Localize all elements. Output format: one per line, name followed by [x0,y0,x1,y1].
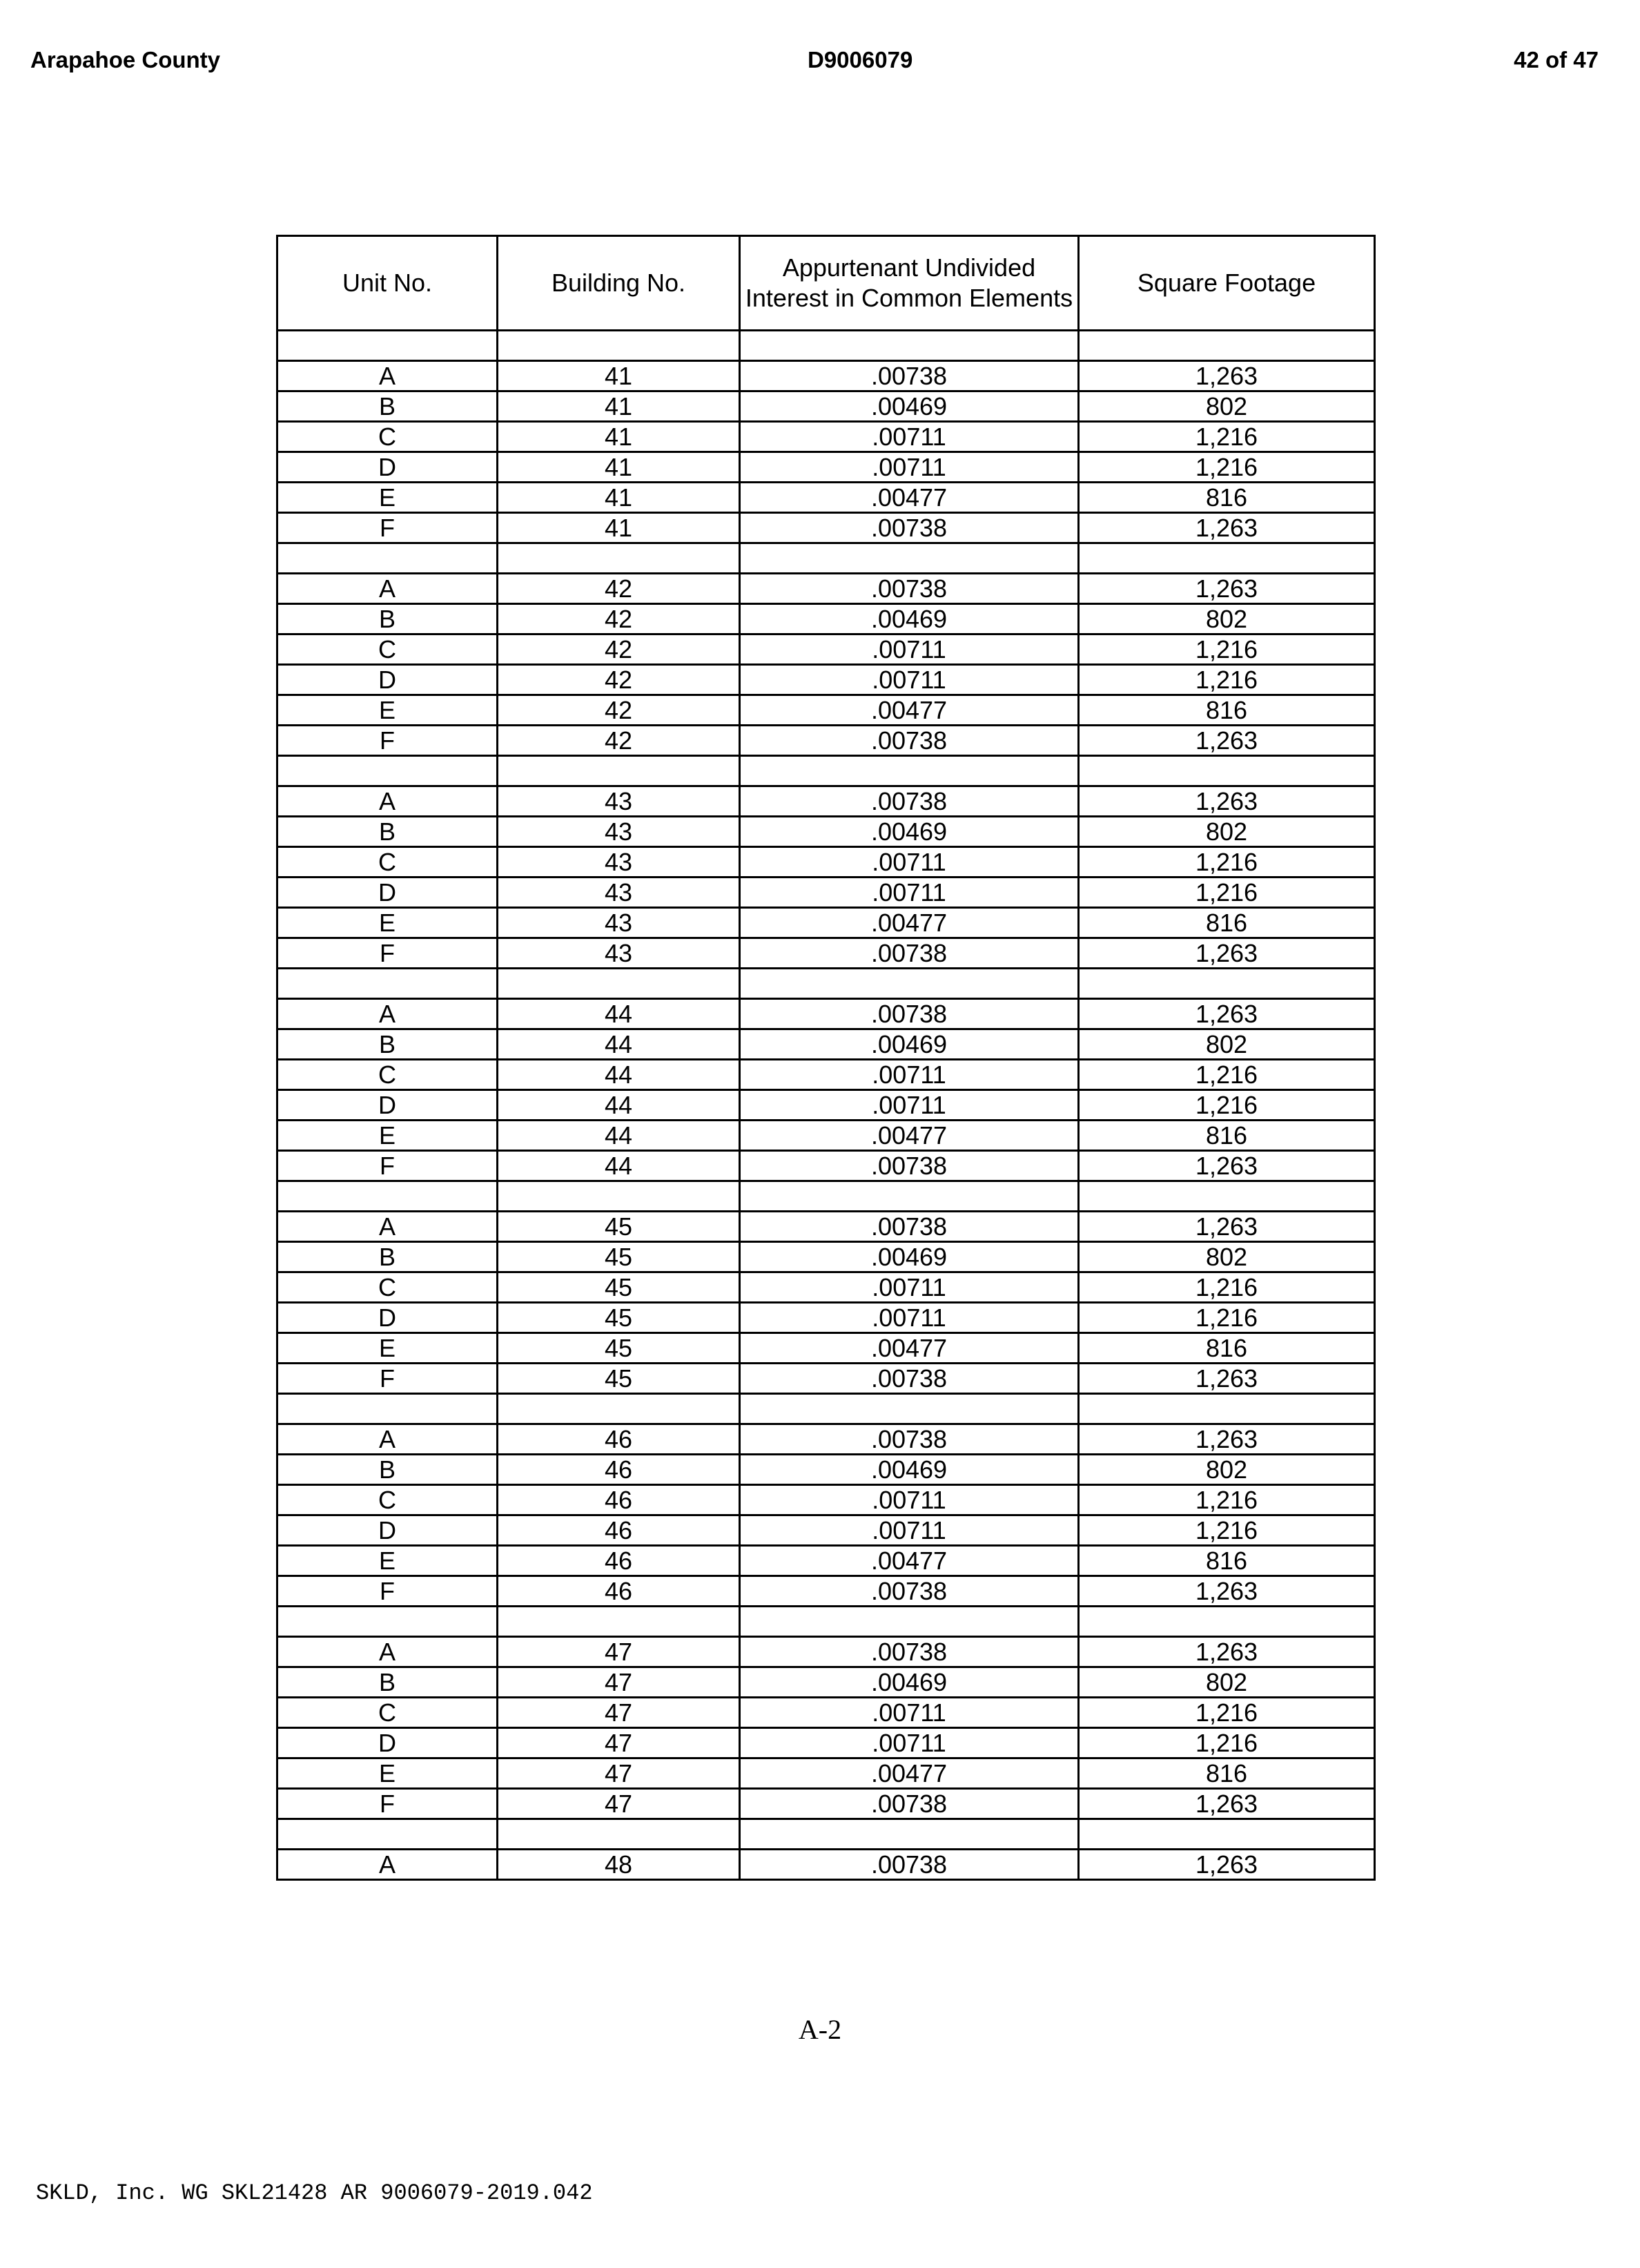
cell-square-footage: 802 [1079,817,1375,847]
table-row [277,604,1375,634]
table-row [277,483,1375,513]
table-row [277,1212,1375,1242]
cell-unit-no: A [277,786,498,817]
cell-building-no: 46 [498,1485,740,1515]
spacer-row [277,331,1375,361]
cell-unit-no: F [277,1576,498,1607]
table-row [277,938,1375,969]
cell-unit-no: B [277,604,498,634]
empty-cell [498,969,740,999]
cell-building-no: 43 [498,817,740,847]
cell-interest: .00738 [740,1212,1079,1242]
cell-square-footage: 1,216 [1079,665,1375,695]
cell-building-no: 45 [498,1212,740,1242]
cell-interest: .00477 [740,908,1079,938]
cell-unit-no: D [277,665,498,695]
table-row [277,1333,1375,1364]
cell-square-footage: 1,263 [1079,786,1375,817]
table-row [277,361,1375,391]
empty-cell [277,1394,498,1424]
spacer-row [277,1607,1375,1637]
cell-interest: .00469 [740,1242,1079,1272]
table-row [277,1546,1375,1576]
cell-square-footage: 1,263 [1079,1151,1375,1181]
cell-square-footage: 1,216 [1079,1060,1375,1090]
cell-interest: .00477 [740,1546,1079,1576]
header-building-no: Building No. [498,236,740,331]
table-row [277,695,1375,726]
cell-building-no: 44 [498,999,740,1029]
cell-unit-no: B [277,817,498,847]
empty-cell [740,1181,1079,1212]
cell-unit-no: E [277,1121,498,1151]
cell-building-no: 45 [498,1303,740,1333]
cell-building-no: 43 [498,786,740,817]
cell-unit-no: A [277,999,498,1029]
empty-cell [277,543,498,574]
cell-unit-no: E [277,1333,498,1364]
table-row [277,452,1375,483]
cell-building-no: 42 [498,665,740,695]
table-row [277,999,1375,1029]
table-row [277,1667,1375,1698]
cell-square-footage: 816 [1079,1333,1375,1364]
cell-unit-no: F [277,513,498,543]
cell-square-footage: 1,216 [1079,878,1375,908]
cell-unit-no: F [277,1364,498,1394]
cell-building-no: 43 [498,938,740,969]
table-row [277,1242,1375,1272]
cell-square-footage: 1,216 [1079,1728,1375,1758]
cell-building-no: 47 [498,1789,740,1819]
cell-unit-no: C [277,634,498,665]
cell-interest: .00477 [740,1121,1079,1151]
cell-interest: .00738 [740,938,1079,969]
cell-interest: .00738 [740,1151,1079,1181]
cell-square-footage: 816 [1079,908,1375,938]
table-row [277,908,1375,938]
empty-cell [277,331,498,361]
empty-cell [498,756,740,786]
cell-building-no: 47 [498,1637,740,1667]
cell-unit-no: D [277,1515,498,1546]
cell-interest: .00469 [740,1455,1079,1485]
cell-interest: .00711 [740,1515,1079,1546]
cell-interest: .00738 [740,361,1079,391]
cell-building-no: 45 [498,1272,740,1303]
empty-cell [498,543,740,574]
cell-unit-no: C [277,1272,498,1303]
table-row [277,1364,1375,1394]
cell-unit-no: E [277,695,498,726]
cell-building-no: 44 [498,1060,740,1090]
empty-cell [740,543,1079,574]
cell-unit-no: B [277,1667,498,1698]
table-row [277,1424,1375,1455]
cell-square-footage: 816 [1079,695,1375,726]
cell-building-no: 42 [498,574,740,604]
cell-building-no: 47 [498,1728,740,1758]
table-body [277,331,1375,1880]
cell-interest: .00738 [740,786,1079,817]
cell-building-no: 46 [498,1576,740,1607]
table-row [277,634,1375,665]
cell-square-footage: 1,216 [1079,422,1375,452]
cell-building-no: 45 [498,1364,740,1394]
cell-building-no: 47 [498,1698,740,1728]
unit-interest-table [276,235,1376,1881]
table-header-row [277,236,1375,331]
cell-interest: .00711 [740,634,1079,665]
cell-square-footage: 1,216 [1079,1303,1375,1333]
spacer-row [277,756,1375,786]
cell-unit-no: A [277,574,498,604]
empty-cell [740,1607,1079,1637]
table-row [277,1121,1375,1151]
cell-building-no: 44 [498,1121,740,1151]
table-row [277,1455,1375,1485]
empty-cell [1079,543,1375,574]
cell-interest: .00711 [740,847,1079,878]
cell-building-no: 44 [498,1029,740,1060]
empty-cell [498,1394,740,1424]
cell-square-footage: 1,263 [1079,1637,1375,1667]
table-row [277,1090,1375,1121]
cell-building-no: 41 [498,483,740,513]
cell-building-no: 46 [498,1515,740,1546]
cell-square-footage: 816 [1079,1546,1375,1576]
cell-interest: .00738 [740,726,1079,756]
cell-building-no: 46 [498,1424,740,1455]
table-row [277,391,1375,422]
table-row [277,1485,1375,1515]
table-row [277,1303,1375,1333]
cell-interest: .00738 [740,1576,1079,1607]
empty-cell [740,1819,1079,1850]
cell-square-footage: 1,216 [1079,1698,1375,1728]
cell-building-no: 42 [498,726,740,756]
cell-square-footage: 1,216 [1079,634,1375,665]
cell-interest: .00469 [740,1029,1079,1060]
table-row [277,1637,1375,1667]
cell-interest: .00738 [740,999,1079,1029]
cell-interest: .00738 [740,1637,1079,1667]
cell-unit-no: C [277,422,498,452]
spacer-row [277,1394,1375,1424]
county-name: Arapahoe County [30,47,221,72]
cell-building-no: 41 [498,391,740,422]
cell-square-footage: 1,216 [1079,847,1375,878]
cell-unit-no: C [277,1060,498,1090]
empty-cell [277,1181,498,1212]
empty-cell [740,969,1079,999]
empty-cell [740,756,1079,786]
table-row [277,665,1375,695]
cell-building-no: 45 [498,1333,740,1364]
table-row [277,422,1375,452]
table-row [277,847,1375,878]
cell-building-no: 47 [498,1667,740,1698]
table-row [277,1758,1375,1789]
recording-reference: SKLD, Inc. WG SKL21428 AR 9006079-2019.042 [36,2180,593,2206]
table-row [277,817,1375,847]
cell-building-no: 43 [498,908,740,938]
cell-building-no: 46 [498,1455,740,1485]
cell-building-no: 41 [498,513,740,543]
cell-building-no: 46 [498,1546,740,1576]
cell-interest: .00711 [740,1060,1079,1090]
cell-building-no: 47 [498,1758,740,1789]
cell-building-no: 43 [498,878,740,908]
cell-square-footage: 1,263 [1079,999,1375,1029]
cell-unit-no: D [277,878,498,908]
spacer-row [277,969,1375,999]
table-row [277,1029,1375,1060]
cell-square-footage: 1,263 [1079,1789,1375,1819]
cell-square-footage: 1,263 [1079,1364,1375,1394]
cell-interest: .00738 [740,1364,1079,1394]
cell-square-footage: 1,216 [1079,1272,1375,1303]
cell-square-footage: 1,263 [1079,1576,1375,1607]
header-square-footage: Square Footage [1079,236,1375,331]
cell-interest: .00711 [740,1485,1079,1515]
empty-cell [1079,969,1375,999]
cell-unit-no: D [277,1090,498,1121]
cell-interest: .00477 [740,483,1079,513]
cell-interest: .00711 [740,878,1079,908]
cell-building-no: 42 [498,634,740,665]
cell-square-footage: 1,216 [1079,452,1375,483]
cell-unit-no: A [277,1424,498,1455]
cell-unit-no: E [277,483,498,513]
table-row [277,1060,1375,1090]
table-row [277,726,1375,756]
cell-building-no: 41 [498,452,740,483]
spacer-row [277,1181,1375,1212]
cell-unit-no: A [277,1850,498,1880]
cell-building-no: 44 [498,1151,740,1181]
cell-interest: .00711 [740,452,1079,483]
cell-unit-no: D [277,1303,498,1333]
cell-interest: .00711 [740,665,1079,695]
cell-unit-no: C [277,1485,498,1515]
empty-cell [498,1181,740,1212]
empty-cell [740,331,1079,361]
empty-cell [1079,1607,1375,1637]
cell-square-footage: 1,263 [1079,574,1375,604]
empty-cell [740,1394,1079,1424]
cell-building-no: 48 [498,1850,740,1880]
cell-building-no: 43 [498,847,740,878]
cell-building-no: 44 [498,1090,740,1121]
cell-interest: .00711 [740,1728,1079,1758]
cell-unit-no: F [277,1789,498,1819]
cell-unit-no: A [277,361,498,391]
cell-unit-no: D [277,452,498,483]
cell-unit-no: B [277,1455,498,1485]
cell-square-footage: 816 [1079,1121,1375,1151]
cell-interest: .00469 [740,817,1079,847]
table-row [277,786,1375,817]
empty-cell [1079,331,1375,361]
cell-unit-no: B [277,1029,498,1060]
empty-cell [277,756,498,786]
cell-square-footage: 1,263 [1079,726,1375,756]
cell-interest: .00738 [740,1789,1079,1819]
cell-unit-no: C [277,847,498,878]
table-row [277,1272,1375,1303]
cell-interest: .00477 [740,1758,1079,1789]
empty-cell [1079,1819,1375,1850]
table-row [277,878,1375,908]
cell-square-footage: 802 [1079,1242,1375,1272]
cell-building-no: 41 [498,422,740,452]
cell-unit-no: F [277,938,498,969]
cell-square-footage: 1,263 [1079,938,1375,969]
cell-interest: .00469 [740,1667,1079,1698]
cell-unit-no: F [277,726,498,756]
table-row [277,1698,1375,1728]
cell-interest: .00711 [740,1698,1079,1728]
unit-table-container [276,235,1374,1881]
table-row [277,574,1375,604]
cell-unit-no: F [277,1151,498,1181]
empty-cell [1079,1394,1375,1424]
cell-square-footage: 802 [1079,604,1375,634]
cell-square-footage: 1,263 [1079,1212,1375,1242]
cell-square-footage: 802 [1079,391,1375,422]
table-row [277,513,1375,543]
spacer-row [277,1819,1375,1850]
table-row [277,1728,1375,1758]
cell-interest: .00711 [740,422,1079,452]
cell-square-footage: 1,263 [1079,513,1375,543]
cell-square-footage: 802 [1079,1455,1375,1485]
cell-square-footage: 1,263 [1079,361,1375,391]
table-row [277,1789,1375,1819]
page-label: A-2 [798,2014,842,2045]
cell-unit-no: E [277,908,498,938]
empty-cell [1079,756,1375,786]
empty-cell [498,1819,740,1850]
empty-cell [498,1607,740,1637]
cell-unit-no: C [277,1698,498,1728]
cell-unit-no: A [277,1212,498,1242]
cell-interest: .00711 [740,1272,1079,1303]
empty-cell [1079,1181,1375,1212]
cell-square-footage: 816 [1079,483,1375,513]
document-number: D9006079 [808,47,913,72]
empty-cell [498,331,740,361]
empty-cell [277,1819,498,1850]
cell-unit-no: D [277,1728,498,1758]
cell-building-no: 42 [498,695,740,726]
cell-interest: .00738 [740,1424,1079,1455]
cell-square-footage: 1,216 [1079,1515,1375,1546]
cell-interest: .00477 [740,695,1079,726]
cell-unit-no: A [277,1637,498,1667]
header-undivided-interest: Appurtenant Undivided Interest in Common Elements [740,236,1079,331]
cell-square-footage: 802 [1079,1667,1375,1698]
cell-unit-no: B [277,1242,498,1272]
table-row [277,1151,1375,1181]
empty-cell [277,1607,498,1637]
cell-interest: .00469 [740,391,1079,422]
table-row [277,1515,1375,1546]
spacer-row [277,543,1375,574]
table-row [277,1850,1375,1880]
cell-building-no: 45 [498,1242,740,1272]
table-row [277,1576,1375,1607]
cell-square-footage: 1,216 [1079,1090,1375,1121]
empty-cell [277,969,498,999]
cell-interest: .00711 [740,1303,1079,1333]
cell-building-no: 41 [498,361,740,391]
cell-unit-no: E [277,1758,498,1789]
cell-square-footage: 802 [1079,1029,1375,1060]
header-unit-no: Unit No. [277,236,498,331]
cell-unit-no: B [277,391,498,422]
cell-interest: .00738 [740,1850,1079,1880]
page-counter: 42 of 47 [1514,47,1599,72]
cell-interest: .00469 [740,604,1079,634]
cell-interest: .00711 [740,1090,1079,1121]
cell-interest: .00738 [740,574,1079,604]
cell-square-footage: 816 [1079,1758,1375,1789]
cell-square-footage: 1,263 [1079,1850,1375,1880]
cell-building-no: 42 [498,604,740,634]
cell-unit-no: E [277,1546,498,1576]
cell-square-footage: 1,216 [1079,1485,1375,1515]
cell-square-footage: 1,263 [1079,1424,1375,1455]
cell-interest: .00738 [740,513,1079,543]
cell-interest: .00477 [740,1333,1079,1364]
